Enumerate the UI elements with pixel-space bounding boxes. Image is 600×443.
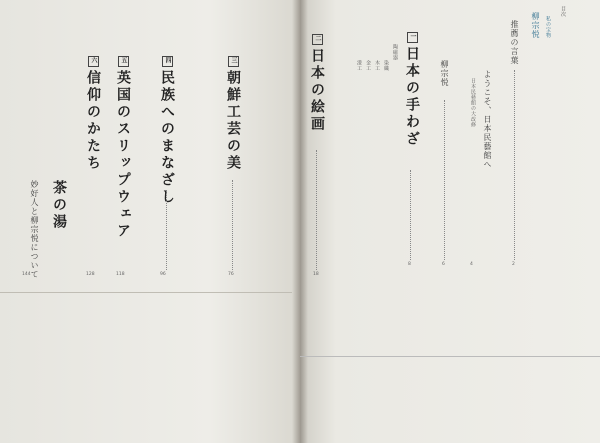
divider (0, 292, 292, 293)
section-2-title: 二日本の絵画 (309, 35, 325, 133)
page-number: 128 (86, 272, 95, 277)
section-1-title: 一日本の手わざ (404, 33, 420, 148)
toc-entry-renovation: 日本民藝館の大改修 (470, 78, 476, 128)
toc-entry-welcome: ようこそ、日本民藝館へ (483, 70, 492, 169)
section-3-number: 三 (230, 57, 237, 66)
leader-dots (444, 100, 445, 260)
leader-dots (232, 180, 233, 270)
toc-header: 目次 (560, 6, 566, 17)
leader-dots (514, 70, 515, 260)
section-1-item: 漆工 (356, 60, 362, 71)
leader-dots (316, 150, 317, 270)
page-number: 118 (116, 272, 125, 277)
section-6-title: 六信仰のかたち (85, 57, 101, 172)
page-number: 4 (470, 262, 473, 267)
section-1-item: 木工 (374, 60, 380, 71)
page-number: 8 (408, 262, 411, 267)
toc-entry-tea: 茶の湯 (51, 180, 67, 231)
toc-entry-foreword: 推薦の言葉 (510, 20, 519, 65)
section-6-number: 六 (90, 57, 97, 66)
page-number: 2 (512, 262, 515, 267)
divider (300, 356, 600, 357)
section-4-number: 四 (164, 57, 171, 66)
toc-entry-author: 柳宗悦 (531, 12, 540, 39)
page-number: 6 (442, 262, 445, 267)
section-1-item: 金工 (365, 60, 371, 71)
page-number: 144 (22, 272, 31, 277)
toc-entry-subtitle: 私の宝物 (545, 16, 551, 38)
section-3-title: 三朝鮮工芸の美 (225, 57, 241, 172)
section-5-number: 五 (120, 57, 127, 66)
toc-entry-yanagi: 柳宗悦 (440, 60, 449, 87)
page-number: 96 (160, 272, 166, 277)
section-1-number: 一 (409, 33, 416, 42)
leader-dots (166, 190, 167, 270)
section-5-title: 五英国のスリップウェア (115, 57, 131, 240)
page-number: 76 (228, 272, 234, 277)
page-number: 18 (313, 272, 319, 277)
section-1-item: 染織 (383, 60, 389, 71)
section-2-number: 二 (314, 35, 321, 44)
section-4-title: 四民族へのまなざし (159, 57, 175, 206)
section-1-item: 陶磁器 (392, 44, 398, 61)
book-gutter (292, 0, 308, 443)
toc-entry-myokonin: 妙好人と柳宗悦について (30, 180, 39, 279)
right-page (300, 0, 600, 443)
leader-dots (410, 170, 411, 260)
